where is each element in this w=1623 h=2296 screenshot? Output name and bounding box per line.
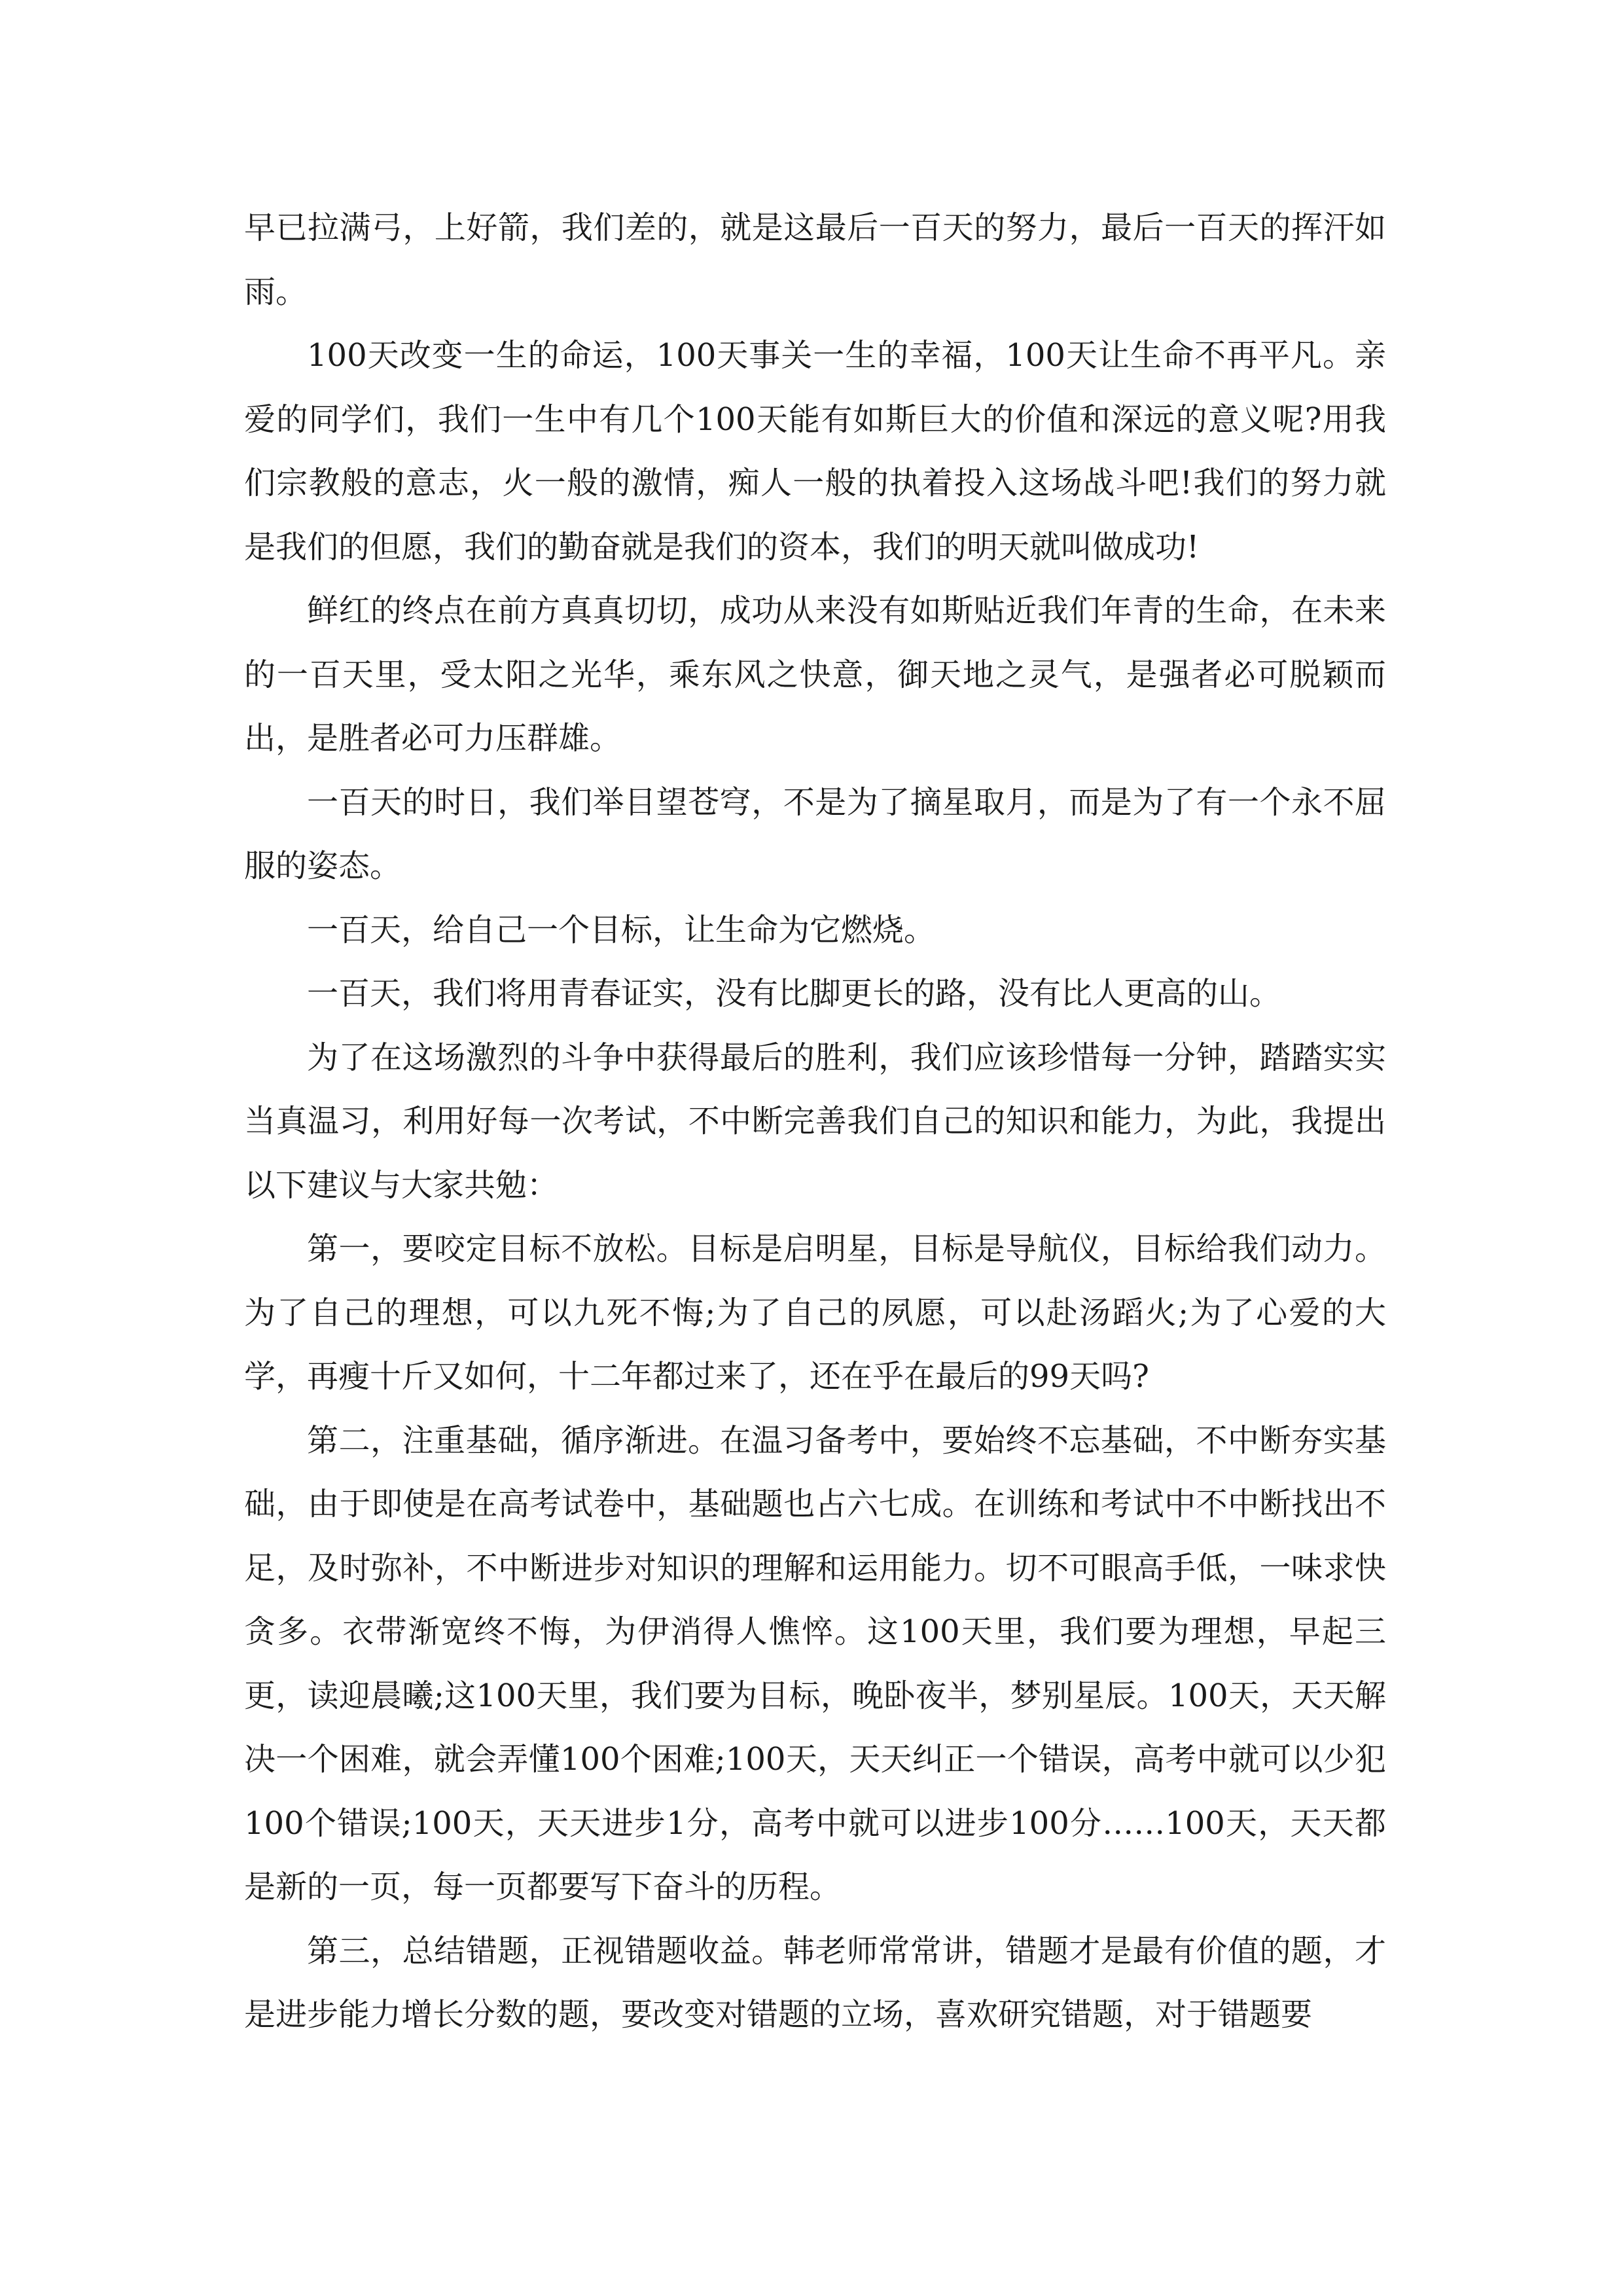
paragraph-8: 第一，要咬定目标不放松。目标是启明星，目标是导航仪，目标给我们动力。为了自己的理想，可以九死不悔;为了自己的夙愿，可以赴汤蹈火;为了心爱的大学，再瘦十斤又如何，十二年都过来了，还在乎在最后的99天吗?: [244, 1230, 1386, 1395]
paragraph-4: 一百天的时日，我们举目望苍穹，不是为了摘星取月，而是为了有一个永不屈服的姿态。: [244, 783, 1386, 884]
paragraph-2: 100天改变一生的命运，100天事关一生的幸福，100天让生命不再平凡。亲爱的同学们，我们一生中有几个100天能有如斯巨大的价值和深远的意义呢?用我们宗教般的意志，火一般的激情，痴人一般的执着投入这场战斗吧!我们的努力就是我们的但愿，我们的勤奋就是我们的资本，我们的明天就叫做成功!: [244, 337, 1386, 565]
paragraph-9: 第二，注重基础，循序渐进。在温习备考中，要始终不忘基础，不中断夯实基础，由于即使是在高考试卷中，基础题也占六七成。在训练和考试中不中断找出不足，及时弥补，不中断进步对知识的理解和运用能力。切不可眼高手低，一味求快贪多。衣带渐宽终不悔，为伊消得人憔悴。这100天里，我们要为理想，早起三更，读迎晨曦;这100天里，我们要为目标，晚卧夜半，梦别星辰。100天，天天解决一个困难，就会弄懂100个困难;100天，天天纠正一个错误，高考中就可以少犯100个错误;100天，天天进步1分，高考中就可以进步100分……100天，天天都是新的一页，每一页都要写下奋斗的历程。: [244, 1422, 1386, 1905]
paragraph-3: 鲜红的终点在前方真真切切，成功从来没有如斯贴近我们年青的生命，在未来的一百天里，受太阳之光华，乘东风之快意，御天地之灵气，是强者必可脱颖而出，是胜者必可力压群雄。: [244, 592, 1386, 757]
paragraph-5: 一百天，给自己一个目标，让生命为它燃烧。: [307, 911, 936, 948]
paragraph-7: 为了在这场激烈的斗争中获得最后的胜利，我们应该珍惜每一分钟，踏踏实实当真温习，利用好每一次考试，不中断完善我们自己的知识和能力，为此，我提出以下建议与大家共勉：: [244, 1039, 1386, 1204]
paragraph-6: 一百天，我们将用青春证实，没有比脚更长的路，没有比人更高的山。: [307, 975, 1281, 1012]
paragraph-1: 早已拉满弓，上好箭，我们差的，就是这最后一百天的努力，最后一百天的挥汗如雨。: [244, 209, 1386, 310]
document-body: [244, 196, 1386, 2047]
paragraph-10: 第三，总结错题，正视错题收益。韩老师常常讲，错题才是最有价值的题，才是进步能力增长分数的题，要改变对错题的立场，喜欢研究错题，对于错题要: [244, 1932, 1386, 2033]
